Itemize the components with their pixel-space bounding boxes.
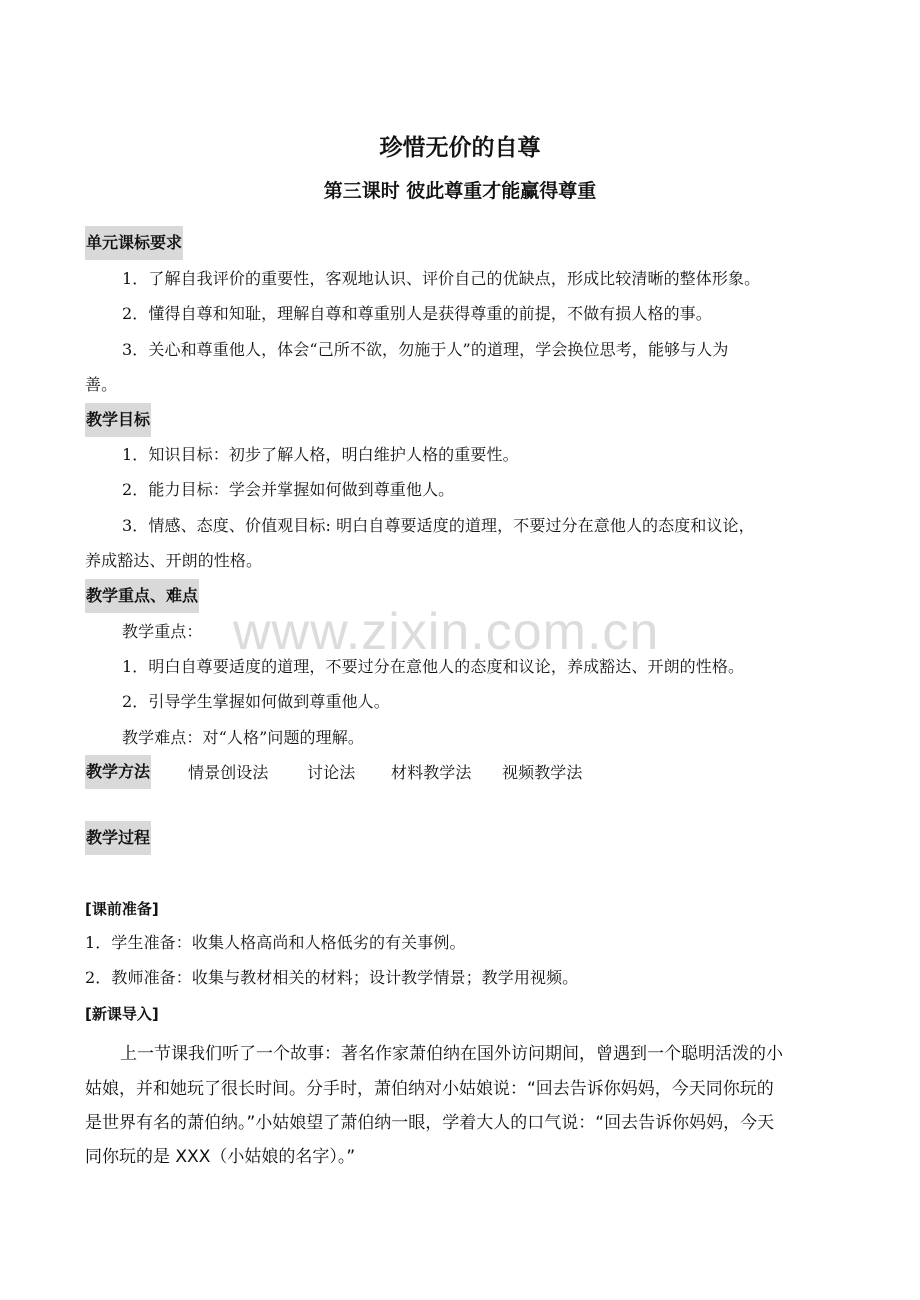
requirement-item: 2．懂得自尊和知耻，理解自尊和尊重别人是获得尊重的前提，不做有损人格的事。 bbox=[122, 304, 712, 323]
page-subtitle: 第三课时 彼此尊重才能赢得尊重 bbox=[323, 180, 597, 202]
prep-item: 2．教师准备：收集与教材相关的材料；设计教学情景；教学用视频。 bbox=[85, 968, 579, 987]
goal-item: 3．情感、态度、价值观目标: 明白自尊要适度的道理，不要过分在意他人的态度和议论， bbox=[122, 516, 755, 535]
watermark: www.zixin.com.cn bbox=[233, 603, 660, 661]
section-heading-unit-requirements: 单元课标要求 bbox=[85, 226, 183, 260]
section-heading-teaching-process: 教学过程 bbox=[85, 821, 151, 855]
teaching-methods-list bbox=[0, 763, 920, 783]
method-item: 视频教学法 bbox=[502, 763, 583, 782]
section-heading-key-points: 教学重点、难点 bbox=[85, 579, 199, 613]
intro-paragraph-line: 是世界有名的萧伯纳。”小姑娘望了萧伯纳一眼，学着大人的口气说：“回去告诉你妈妈，今天 bbox=[85, 1113, 775, 1133]
focus-item: 1．明白自尊要适度的道理，不要过分在意他人的态度和议论，养成豁达、开朗的性格。 bbox=[122, 657, 745, 676]
prep-label: [课前准备] bbox=[85, 900, 159, 918]
method-item: 材料教学法 bbox=[391, 763, 472, 782]
prep-item: 1．学生准备：收集人格高尚和人格低劣的有关事例。 bbox=[85, 933, 466, 952]
page-title: 珍惜无价的自尊 bbox=[379, 135, 541, 161]
focus-label: 教学重点： bbox=[122, 622, 203, 641]
goal-item: 1．知识目标：初步了解人格，明白维护人格的重要性。 bbox=[122, 445, 519, 464]
intro-paragraph-line: 姑娘，并和她玩了很长时间。分手时，萧伯纳对小姑娘说：“回去告诉你妈妈，今天同你玩的 bbox=[85, 1079, 774, 1099]
intro-paragraph-line: 上一节课我们听了一个故事：著名作家萧伯纳在国外访问期间，曾遇到一个聪明活泼的小 bbox=[120, 1044, 783, 1064]
difficulty-text: 教学难点：对“人格”问题的理解。 bbox=[122, 728, 364, 747]
section-heading-teaching-goals: 教学目标 bbox=[85, 403, 151, 437]
requirement-item: 3．关心和尊重他人，体会“己所不欲，勿施于人”的道理，学会换位思考，能够与人为 bbox=[122, 340, 729, 359]
requirement-item-continued: 善。 bbox=[85, 375, 118, 394]
intro-label: [新课导入] bbox=[85, 1005, 159, 1023]
method-item: 情景创设法 bbox=[188, 763, 269, 782]
requirement-item: 1．了解自我评价的重要性，客观地认识、评价自己的优缺点，形成比较清晰的整体形象。 bbox=[122, 269, 761, 288]
method-item: 讨论法 bbox=[307, 763, 356, 782]
goal-item: 2．能力目标：学会并掌握如何做到尊重他人。 bbox=[122, 480, 455, 499]
intro-paragraph-line: 同你玩的是 XXX（小姑娘的名字）。” bbox=[85, 1147, 356, 1167]
focus-item: 2．引导学生掌握如何做到尊重他人。 bbox=[122, 692, 390, 711]
goal-item-continued: 养成豁达、开朗的性格。 bbox=[85, 551, 263, 570]
section-heading-teaching-methods: 教学方法 bbox=[85, 755, 151, 789]
